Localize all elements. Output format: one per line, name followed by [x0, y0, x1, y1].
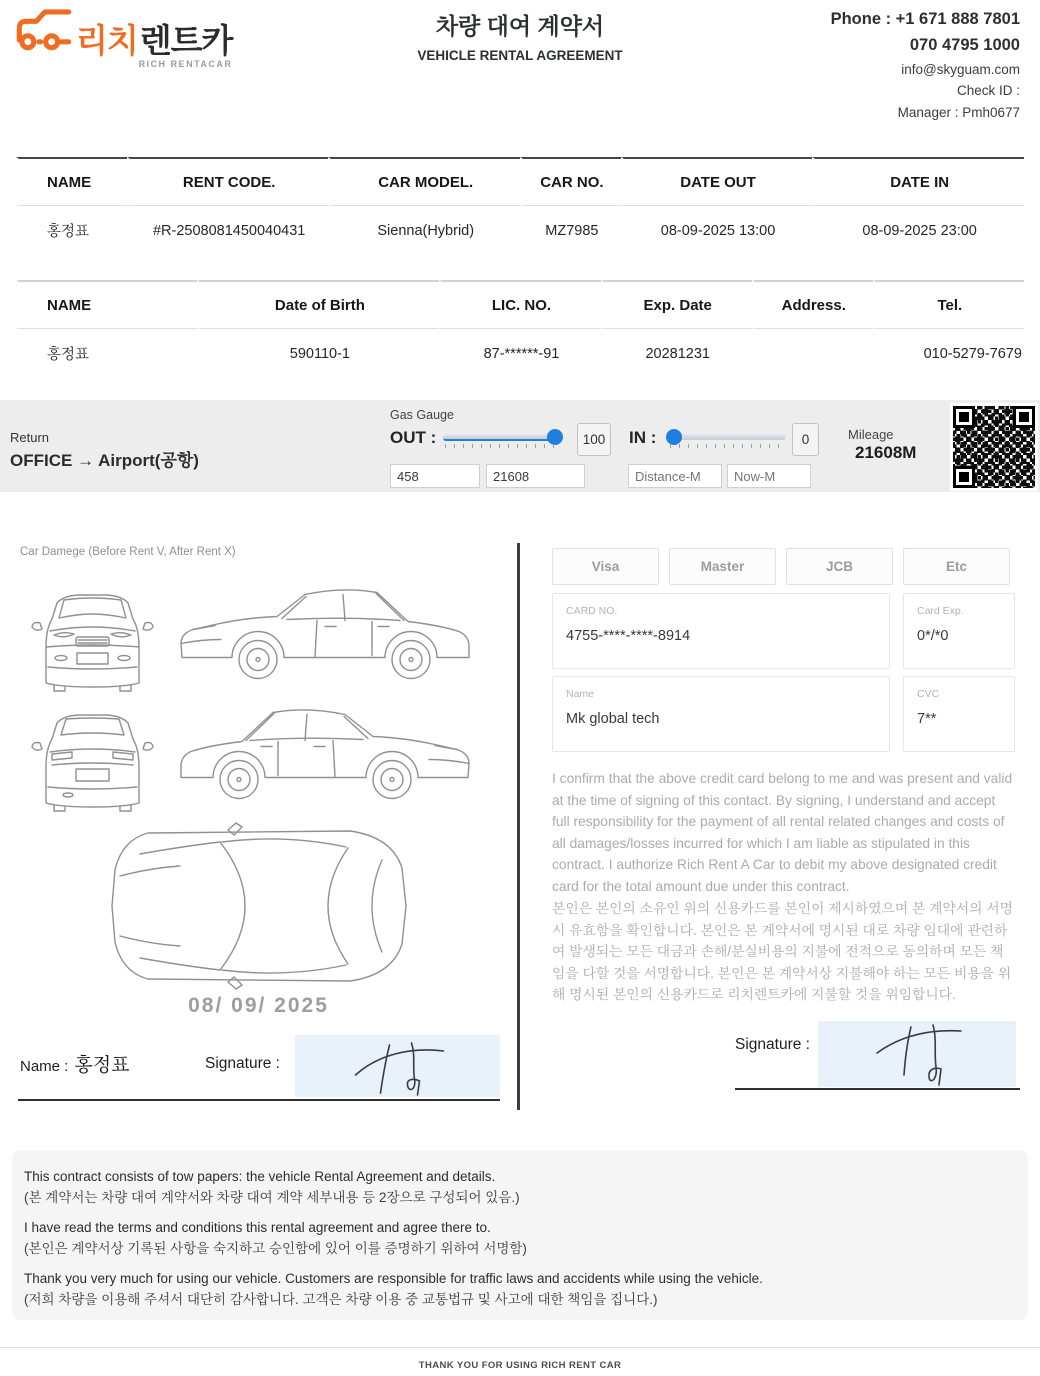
renter-name-value: 홍정표 [74, 1055, 130, 1076]
rent-header-dateout: DATE OUT [621, 157, 813, 205]
card-exp-value: 0*/*0 [917, 628, 949, 644]
gas-out-slider-track[interactable] [443, 434, 561, 441]
logo-text-rich: 리치 [76, 22, 138, 59]
left-signature-pad[interactable] [295, 1035, 500, 1097]
driver-header-address: Address. [752, 280, 873, 328]
rent-header-datein: DATE IN [812, 157, 1024, 205]
gas-out-slider[interactable] [443, 430, 561, 450]
right-signature-stroke [818, 1021, 1016, 1087]
mileage-label: Mileage [848, 427, 894, 442]
phone-line-1: Phone : +1 671 888 7801 [830, 10, 1020, 28]
driver-value-exp: 20281231 [601, 328, 752, 378]
gas-out-value-box[interactable]: 100 [577, 423, 611, 456]
driver-value-name: 홍정표 [16, 328, 197, 378]
car-diagram-front-view[interactable] [30, 585, 155, 693]
gas-in-now-input[interactable] [727, 464, 811, 488]
terms-line1-en: This contract consists of tow papers: the vehicle Rental Agreement and details. [24, 1169, 496, 1184]
driver-value-address [752, 328, 873, 378]
gas-in-slider-ticks [670, 444, 784, 448]
card-cvc-value: 7** [917, 711, 937, 727]
right-signature-label: Signature : [735, 1036, 810, 1053]
renter-name-row [20, 1050, 129, 1077]
driver-value-dob: 590110-1 [197, 328, 439, 378]
email-text: info@skyguam.com [901, 61, 1020, 77]
driver-header-lic: LIC. NO. [439, 280, 600, 328]
car-diagram-top-view[interactable] [100, 820, 415, 992]
terms-box [12, 1150, 1028, 1320]
gas-out-distance-input[interactable] [390, 464, 480, 488]
gas-in-label: IN : [629, 428, 657, 447]
rent-header-code: RENT CODE. [127, 157, 329, 205]
gas-gauge-label: Gas Gauge [390, 408, 454, 422]
rent-value-carno: MZ7985 [520, 205, 621, 255]
rent-header-model: CAR MODEL. [328, 157, 520, 205]
driver-header-name: NAME [16, 280, 197, 328]
qr-finder-topright [1013, 406, 1035, 428]
tab-jcb[interactable]: JCB [786, 548, 893, 585]
left-signature-stroke [295, 1035, 500, 1097]
terms-line3-en: Thank you very much for using our vehicle. Customers are responsible for traffic laws and accidents while using the vehicle. [24, 1270, 763, 1286]
car-diagram-rear-view[interactable] [30, 705, 155, 813]
renter-name-label: Name : [20, 1058, 69, 1075]
card-holder-field[interactable] [552, 676, 890, 752]
rent-value-name: 홍정표 [16, 205, 127, 255]
contact-info [831, 6, 1020, 124]
rent-value-model: Sienna(Hybrid) [328, 205, 520, 255]
card-holder-value: Mk global tech [566, 711, 660, 727]
footer-text: THANK YOU FOR USING RICH RENT CAR [418, 1360, 622, 1371]
rent-info-table [16, 157, 1024, 255]
mileage-value: 21608M [855, 443, 917, 462]
driver-info-table [16, 280, 1024, 378]
card-confirmation-korean: 본인은 본인의 소유인 위의 신용카드를 본인이 제시하였으며 본 계약서의 서명시 유효함을 확인합니다. 본인은 본 계약서에 명시된 대로 차량 임대에 관련하여 발생되는 모든 대금과 손해/분실비용의 지불에 전적으로 동의하며 모든 책임을 다할 것을 서명합니다. 본인은 본 계약서상 지불해야 하는 모든 비용을 위해 명시된 본인의 신용카드로 리치렌트카에 지불할 것을 위임합니다. [552, 901, 1013, 1003]
tab-master[interactable]: Master [669, 548, 776, 585]
manager-text: Manager : Pmh0677 [897, 104, 1020, 120]
gas-out-label: OUT : [390, 428, 437, 447]
driver-header-tel: Tel. [873, 280, 1024, 328]
car-diagram-side-right-view[interactable] [175, 700, 475, 815]
rent-header-carno: CAR NO. [520, 157, 621, 205]
left-signature-underline [18, 1099, 500, 1101]
rent-value-dateout: 08-09-2025 13:00 [621, 205, 813, 255]
qr-finder-topleft [953, 406, 975, 428]
driver-value-tel: 010-5279-7679 [873, 328, 1024, 378]
terms-line2-en: I have read the terms and conditions this rental agreement and agree there to. [24, 1219, 491, 1235]
gas-out-slider-thumb[interactable] [547, 429, 563, 445]
footer-divider [0, 1347, 1040, 1348]
card-holder-label: Name [566, 688, 595, 700]
phone-line-2: 070 4795 1000 [909, 36, 1020, 55]
card-number-field[interactable] [552, 593, 890, 669]
return-route: OFFICE → Airport(공항) [10, 451, 199, 470]
gas-out-slider-ticks [445, 444, 559, 448]
page-title-english: VEHICLE RENTAL AGREEMENT [417, 48, 623, 63]
terms-line2-ko: (본인은 계약서상 기록된 사항을 숙지하고 승인함에 있어 이를 증명하기 위하여 서명함) [24, 1240, 527, 1256]
card-number-label: CARD NO. [566, 605, 618, 617]
driver-header-exp: Exp. Date [601, 280, 752, 328]
right-signature-pad[interactable] [818, 1021, 1016, 1087]
card-cvc-label: CVC [917, 688, 940, 700]
qr-finder-bottomleft [953, 466, 975, 488]
logo-caption: RICH RENTACAR [138, 59, 233, 69]
tab-etc[interactable]: Etc [903, 548, 1010, 585]
terms-line3-ko: (저희 차량을 이용해 주셔서 대단히 감사합니다. 고객은 차량 이용 중 교통법규 및 사고에 대한 책임을 집니다.) [24, 1291, 658, 1307]
tab-visa[interactable]: Visa [552, 548, 659, 585]
gas-in-slider-thumb[interactable] [666, 429, 682, 445]
gas-in-slider[interactable] [668, 430, 786, 450]
car-damage-label: Car Damege (Before Rent V, After Rent X) [20, 546, 236, 558]
gas-in-slider-track[interactable] [668, 434, 786, 440]
right-signature-underline [735, 1088, 1020, 1090]
card-exp-field[interactable] [903, 593, 1015, 669]
logo-text-rentcar: 렌트카 [139, 22, 233, 59]
damage-date: 08/ 09/ 2025 [188, 994, 329, 1017]
rent-header-name: NAME [16, 157, 127, 205]
page-title-korean: 차량 대여 계약서 [435, 13, 605, 39]
card-cvc-field[interactable] [903, 676, 1015, 752]
qr-code [950, 403, 1038, 491]
rent-value-code: #R-2508081450040431 [127, 205, 329, 255]
driver-header-dob: Date of Birth [197, 280, 439, 328]
card-number-value: 4755-****-****-8914 [566, 628, 691, 644]
return-label: Return [10, 430, 50, 445]
card-exp-label: Card Exp. [917, 605, 964, 617]
gas-out-now-input[interactable] [486, 464, 585, 488]
gas-in-value-box[interactable]: 0 [792, 423, 819, 456]
terms-line1-ko: (본 계약서는 차량 대여 계약서와 차량 대여 계약 세부내용 등 2장으로 구성되어 있음.) [24, 1189, 520, 1205]
card-confirmation-english: I confirm that the above credit card belong to me and was present and valid at the time of signing of this contact. By signing, I understand and accept full responsibility for the payment of all rental related changes and costs of all damages/losses incurred for which I am liable as stipulated in this contract. I authorize Rich Rent A Car to debit my above designated credit card for the total amount due under this contract. [552, 771, 1013, 894]
gas-in-distance-input[interactable] [628, 464, 722, 488]
section-divider [517, 543, 520, 1110]
driver-value-lic: 87-******-91 [439, 328, 600, 378]
check-id-text: Check ID : [956, 83, 1020, 99]
rent-value-datein: 08-09-2025 23:00 [812, 205, 1024, 255]
car-diagram-side-left-view[interactable] [175, 580, 475, 695]
left-signature-label: Signature : [205, 1055, 280, 1072]
